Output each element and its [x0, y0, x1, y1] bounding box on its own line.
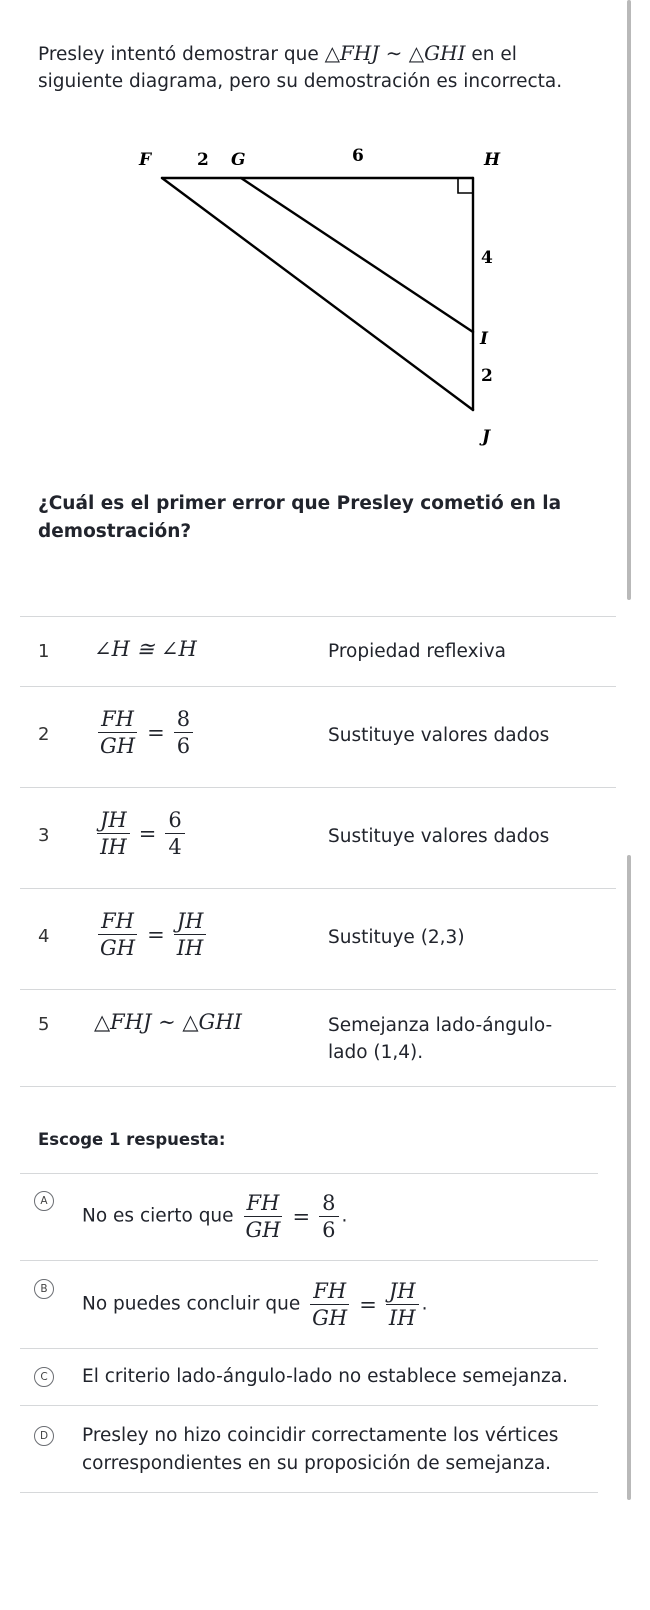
- intro-post: en el siguiente diagrama, pero su demostración es incorrecta.: [38, 44, 563, 92]
- choice-text: Presley no hizo coincidir correctamente los vértices correspondientes en su proposición de semejanza.: [82, 1425, 559, 1474]
- label-G: G: [231, 150, 246, 170]
- scrollbar-top[interactable]: [627, 0, 631, 600]
- choice-letter-b[interactable]: B: [34, 1279, 54, 1299]
- fraction-denominator: 4: [168, 835, 182, 859]
- choice-d[interactable]: [20, 1405, 598, 1493]
- length-FG: 2: [197, 150, 209, 170]
- fraction-numerator: 8: [174, 707, 193, 733]
- step-statement: $\frac{FH}{GH}$ = $\frac{JH}{IH}$: [94, 909, 209, 960]
- fraction-numerator: JH: [97, 808, 130, 834]
- length-IJ: 2: [481, 366, 493, 386]
- choice-a[interactable]: [20, 1173, 598, 1260]
- fraction-denominator: IH: [388, 1306, 416, 1330]
- choice-b[interactable]: [20, 1260, 598, 1348]
- label-H: H: [484, 150, 501, 170]
- intro-math: △FHJ ∼ △GHI: [324, 41, 466, 65]
- fraction-numerator: 8: [319, 1191, 338, 1217]
- fraction-numerator: 6: [165, 808, 184, 834]
- fraction-denominator: IH: [100, 835, 127, 859]
- fraction-numerator: FH: [244, 1191, 283, 1217]
- step-reason: Propiedad reflexiva: [328, 641, 506, 662]
- proof-row: [20, 686, 616, 787]
- triangle-diagram: [0, 130, 650, 460]
- fraction-numerator: FH: [98, 909, 137, 935]
- segment-GI: [241, 178, 473, 332]
- label-J: J: [482, 427, 491, 447]
- length-GH: 6: [352, 146, 364, 166]
- fraction-denominator: 6: [322, 1218, 336, 1242]
- choice-text: El criterio lado-ángulo-lado no establece semejanza.: [82, 1366, 568, 1387]
- choice-end: .: [421, 1293, 428, 1315]
- choice-text: No es cierto que $\frac{FH}{GH}$ = $\frac{8}{6}$ .: [82, 1191, 348, 1242]
- choice-letter-d[interactable]: D: [34, 1426, 54, 1446]
- fraction-denominator: 6: [176, 734, 191, 758]
- step-statement: △FHJ ∼ △GHI: [94, 1010, 242, 1034]
- step-number: 2: [38, 724, 50, 745]
- choice-end: .: [341, 1205, 348, 1227]
- step-reason: Sustituye valores dados: [328, 826, 550, 847]
- step-statement: ∠H ≅ ∠H: [94, 637, 197, 661]
- right-angle-mark: [458, 178, 473, 193]
- fraction-denominator: GH: [100, 734, 136, 758]
- step-number: 5: [38, 1014, 50, 1035]
- step-number: 1: [38, 641, 50, 662]
- fraction-numerator: JH: [386, 1279, 419, 1305]
- step-number: 4: [38, 926, 50, 947]
- proof-row: [20, 616, 616, 686]
- proof-table: [20, 616, 616, 1087]
- proof-row: [20, 787, 616, 888]
- segment-FJ: [162, 178, 473, 410]
- step-number: 3: [38, 825, 50, 846]
- label-F: F: [139, 150, 152, 170]
- choose-label: Escoge 1 respuesta:: [38, 1130, 226, 1149]
- intro-text: [38, 40, 598, 95]
- fraction-numerator: FH: [98, 707, 137, 733]
- fraction-denominator: GH: [245, 1218, 281, 1242]
- choice-text: No puedes concluir que $\frac{FH}{GH}$ = $\frac{JH}{IH}$ .: [82, 1279, 428, 1330]
- step-reason: Sustituye (2,3): [328, 927, 465, 948]
- fraction-denominator: IH: [176, 936, 204, 960]
- fraction-denominator: GH: [312, 1306, 348, 1330]
- choice-label: No es cierto que: [82, 1205, 234, 1227]
- length-HI: 4: [481, 248, 493, 268]
- choice-letter-a[interactable]: A: [34, 1191, 54, 1211]
- proof-row: [20, 989, 616, 1087]
- step-reason: Semejanza lado-ángulo-lado (1,4).: [328, 1015, 553, 1063]
- answer-choices: [20, 1173, 598, 1493]
- step-statement: $\frac{FH}{GH}$ = $\frac{8}{6}$: [94, 707, 196, 758]
- label-I: I: [480, 329, 488, 349]
- scrollbar-bottom[interactable]: [627, 855, 631, 1500]
- question-text: ¿Cuál es el primer error que Presley cometió en la demostración?: [38, 493, 562, 542]
- fraction-numerator: JH: [174, 909, 207, 935]
- proof-row: [20, 888, 616, 989]
- step-statement: $\frac{JH}{IH}$ = $\frac{6}{4}$: [94, 808, 188, 859]
- choice-label: No puedes concluir que: [82, 1293, 301, 1315]
- intro-pre: Presley intentó demostrar que: [38, 44, 319, 65]
- choice-c[interactable]: [20, 1348, 598, 1405]
- fraction-numerator: FH: [310, 1279, 349, 1305]
- step-reason: Sustituye valores dados: [328, 725, 550, 746]
- fraction-denominator: GH: [100, 936, 136, 960]
- choice-letter-c[interactable]: C: [34, 1367, 54, 1387]
